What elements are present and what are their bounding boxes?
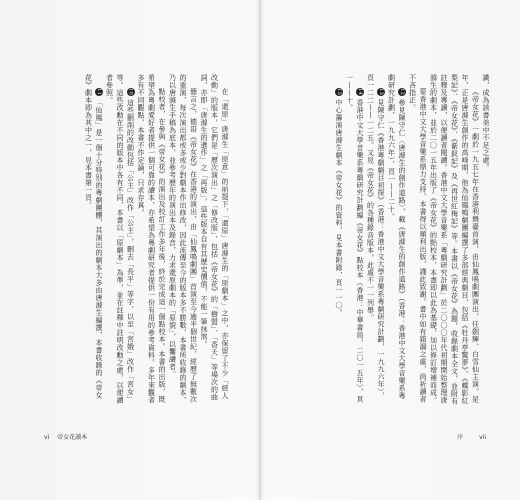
- body-paragraph: 《帝女花》一劇於一九五七年在香港利舞臺首演，由仙鳳鳴劇團演出，任劍輝、白雪仙主演。是年，正是唐滌生創作的高峰期，他為仙鳳鳴劇團編撰了多部經典劇目，包括《牡丹亭驚夢》、《蝶影紅梨記》、《帝女花》、《紫釵記》及《再世紅梅記》等。本書以《帝女花》為題，收錄劇本全文，並附有註釋及導讀，以便讀者閱讀。香港中文大學音樂系「粵劇研究計劃」於二〇〇〇年代初期開始整理唐滌生的劇本，並於二〇一五年出版了《帝女花》的點校本，本書即以此為基礎，加以修訂增補而成。: [429, 74, 480, 405]
- footnote: [104, 74, 136, 406]
- body-paragraph: 識，成為該書美中不足之處。: [482, 74, 490, 172]
- right-page: [261, 0, 520, 500]
- footnote-text: 參見陳守仁〈唐滌生的創作道路〉，載《唐滌生的創作道路》（香港：香港中文大學音樂系粵劇研究計劃，一九九六年），頁一——二十。: [387, 74, 406, 400]
- footnote: [83, 74, 104, 406]
- footnote: [386, 74, 407, 406]
- footnote-number: 10: [127, 88, 134, 96]
- left-footer: [44, 432, 87, 441]
- left-page-text: [44, 74, 230, 406]
- body-paragraph: 在「還原」唐滌生「原意」的前提下，「還原」唐滌生的「原劇本」之中，亦保留了不少「經人改動」的版本，它們是「歷次演出」之「修改版」，包括《帝女花》的「樹盟」、「香夭」等場次的曲詞，亦即「唐滌生的遺作」之「再版」，這些版本自有其歷史價值，不能一筆抹煞。: [200, 74, 229, 401]
- running-title: 序: [457, 434, 464, 441]
- footnote: [365, 74, 386, 406]
- footnote-text: 這些刪削的改動包括「公主」改作「公主」，刪去「長平」等字，以至「宮娥」改作「宮女」等。這些改動在不同的版本中各有不同，本書以「原劇本」為準，並在註釋中註明改動之處，以便讀者參照。: [105, 74, 135, 404]
- page-number: vi: [44, 434, 50, 441]
- footnote-number: 14: [357, 88, 363, 96]
- footnote-number: 15: [336, 88, 342, 96]
- running-title: 帝女花讀本: [57, 434, 88, 441]
- footnote-text: 「仙鳳」是一個十分特別的粵劇團體，其演出的劇本大多由唐滌生編撰，本書收錄的《帝女花》劇本即為其中之一，見本書第一頁。: [84, 74, 103, 399]
- right-page-text: [285, 74, 491, 406]
- page-number: vii: [479, 434, 486, 441]
- footnote-number: 13: [378, 88, 384, 96]
- footnote-text: 見陳守仁《香港粵劇劇目初探》（香港：香港中文大學音樂系粵劇研究計劃，一九九六年），頁一二二——一二五。又見《帝女花》的各種錄音版本，此處不一一列舉。: [366, 74, 385, 400]
- body-paragraph: 簡言之，德哥《帝女花》在香港的演出，由「仙鳳鳴劇團」首演至今逾半個世紀，經歷了無數次的重演，每次演出都或多或少對劇本作出修改，因此流傳至今的版本多不勝數，本書所收錄的劇本，乃以唐滌生手稿為底本，並參考歷年的演出本及錄音，力求還原劇本的「原貌」，以饗讀者。: [168, 74, 198, 404]
- footnote: [344, 74, 365, 406]
- footnote-number: 12: [399, 88, 405, 96]
- body-paragraph: 點校者，在參與《帝女花》的演出及校訂工作多年後，終於完成這一個點校本。本書的出版，既希望為粵劇愛好者提供一個可靠的讀本，亦希望為粵劇研究者提供一份有用的參考資料。多年來觀者多有不同觀點，本書不作定論，只求存真。: [137, 74, 166, 404]
- footnote-number: 11: [96, 88, 102, 96]
- footnote-text: 香港中文大學音樂系粵劇研究計劃編《帝女花》點校本（香港：中華書局，二〇一五年），頁一——十。: [345, 74, 364, 403]
- footnote: [334, 74, 345, 406]
- footnote-text: 中心籌演唐滌生劇本《帝女花》的資料，見本書附錄，頁一一〇。: [335, 98, 343, 317]
- left-page: [0, 0, 259, 500]
- right-footer: [457, 432, 486, 441]
- body-paragraph: 蒙香港中文大學音樂系鼎力支持，本書得以順利出版，謹此致謝。書中如有錯漏之處，尚祈讀者不吝指正。: [408, 74, 427, 403]
